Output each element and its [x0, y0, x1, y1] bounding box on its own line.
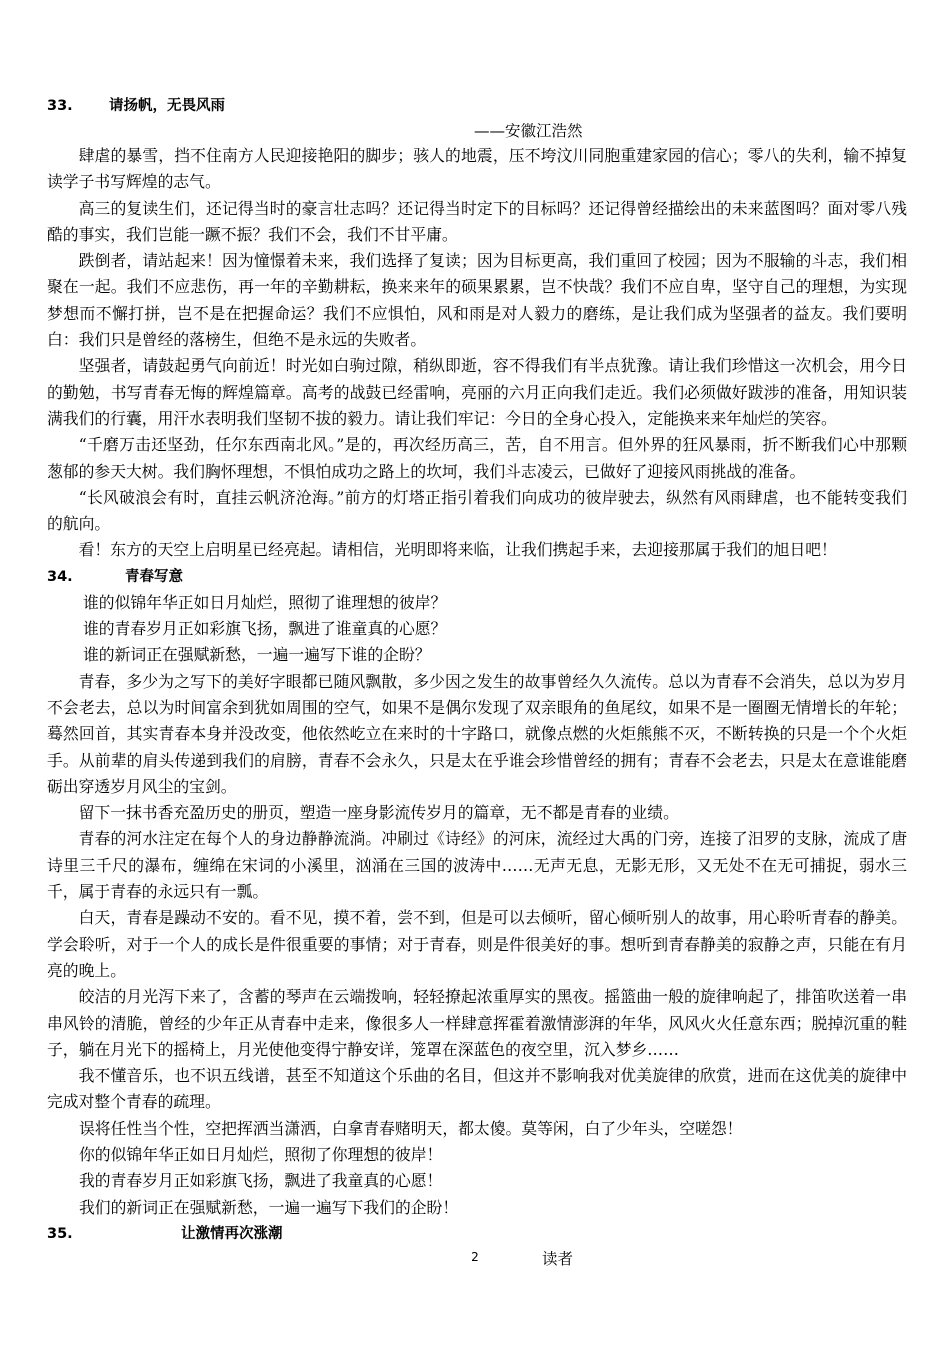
- paragraph: 跌倒者，请站起来！因为憧憬着未来，我们选择了复读；因为目标更高，我们重回了校园；因为不服输的斗志，我们相聚在一起。我们不应悲伤，再一年的辛勤耕耘，换来来年的硕果累累，岂不快哉？我们不应自卑，坚守自己的理想，为实现梦想而不懈打拼，岂不是在把握命运？我们不应惧怕，风和雨是对人毅力的磨练，是让我们成为坚强者的益友。我们要明白：我们只是曾经的落榜生，但绝不是永远的失败者。: [47, 251, 907, 350]
- paragraph: 青春，多少为之写下的美好字眼都已随风飘散，多少因之发生的故事曾经久久流传。总以为青春不会消失，总以为岁月不会老去，总以为时间富余到犹如周围的空气，如果不是偶尔发现了双亲眼角的鱼尾纹，如果不是一圈圈无情增长的年轮；蓦然回首，其实青春本身并没改变，他依然屹立在来时的十字路口，就像点燃的火炬熊熊不灭，不断转换的只是一个个火炬手。从前辈的肩头传递到我们的肩膀，青春不会永久，只是太在乎谁会珍惜曾经的拥有；青春不会老去，只是太在意谁能磨砺出穿透岁月风尘的宝剑。: [47, 671, 907, 796]
- page-content: [47, 93, 907, 1271]
- essay-title: 让激情再次涨潮: [181, 1225, 283, 1242]
- closing-line: 你的似锦年华正如日月灿烂，照彻了你理想的彼岸！: [79, 1144, 443, 1164]
- paragraph: 我不懂音乐，也不识五线谱，甚至不知道这个乐曲的名目，但这并不影响我对优美旋律的欣赏，进而在这优美的旋律中完成对整个青春的疏理。: [47, 1066, 907, 1112]
- paragraph: 青春的河水注定在每个人的身边静静流淌。冲刷过《诗经》的河床，流经过大禹的门旁，连接了汨罗的支脉，流成了唐诗里三千尺的瀑布，缠绵在宋词的小溪里，汹涌在三国的波涛中……无声无息，无影无形，又无处不在无可捕捉，弱水三千，属于青春的永远只有一瓢。: [47, 829, 907, 902]
- paragraph: 看！东方的天空上启明星已经亮起。请相信，光明即将来临，让我们携起手来，去迎接那属于我们的旭日吧！: [78, 540, 837, 560]
- poem-line: 谁的青春岁月正如彩旗飞扬，飘进了谁童真的心愿？: [83, 619, 447, 639]
- paragraph: 留下一抹书香充盈历史的册页，塑造一座身影流传岁月的篇章，无不都是青春的业绩。: [78, 803, 679, 823]
- essay-35-author: 读者: [542, 1249, 574, 1268]
- essay-33-heading: [47, 93, 907, 119]
- essay-number: 35.: [47, 1225, 73, 1242]
- essay-number: 34.: [47, 568, 73, 585]
- paragraph: 肆虐的暴雪，挡不住南方人民迎接艳阳的脚步；骇人的地震，压不垮汶川同胞重建家园的信心；零八的失利，输不掉复读学子书写辉煌的志气。: [47, 146, 907, 192]
- closing-line: 我们的新词正在强赋新愁，一遍一遍写下我们的企盼！: [79, 1197, 459, 1217]
- essay-title: 青春写意: [125, 568, 183, 585]
- closing-line: 误将任性当个性，空把挥洒当潇洒，白拿青春赌明天，都太傻。莫等闲，白了少年头，空嗟怨！: [79, 1118, 743, 1138]
- essay-number: 33.: [47, 98, 73, 114]
- essay-35-heading: [47, 1221, 907, 1247]
- paragraph: 白天，青春是躁动不安的。看不见，摸不着，尝不到，但是可以去倾听，留心倾听别人的故事，用心聆听青春的静美。学会聆听，对于一个人的成长是件很重要的事情；对于青春，则是件很美好的事。想听到青春静美的寂静之声，只能在有月亮的晚上。: [47, 908, 907, 980]
- paragraph: 高三的复读生们，还记得当时的豪言壮志吗？还记得当时定下的目标吗？还记得曾经描绘出的未来蓝图吗？面对零八残酷的事实，我们岂能一蹶不振？我们不会，我们不甘平庸。: [47, 198, 907, 244]
- poem-line: 谁的似锦年华正如日月灿烂，照彻了谁理想的彼岸？: [83, 592, 447, 612]
- essay-33-author: ——安徽江浩然: [474, 122, 583, 140]
- page-number: 2: [471, 1250, 479, 1264]
- paragraph: 坚强者，请鼓起勇气向前近！时光如白驹过隙，稍纵即逝，容不得我们有半点犹豫。请让我们珍惜这一次机会，用今日的勤勉，书写青春无悔的辉煌篇章。高考的战鼓已经雷响，亮丽的六月正向我们走近。我们必须做好跋涉的准备，用知识装满我们的行囊，用汗水表明我们坚韧不拔的毅力。请让我们牢记：今日的全身心投入，定能换来来年灿烂的笑容。: [47, 356, 907, 428]
- paragraph: 皎洁的月光泻下来了，含蓄的琴声在云端拨响，轻轻撩起浓重厚实的黑夜。摇篮曲一般的旋律响起了，排笛吹送着一串串风铃的清脆，曾经的少年正从青春中走来，像很多人一样肆意挥霍着激情澎湃的年华，风风火火任意东西；脱掉沉重的鞋子，躺在月光下的摇椅上，月光使他变得宁静安详，笼罩在深蓝色的夜空里，沉入梦乡……: [47, 987, 907, 1059]
- essay-34-heading: [47, 564, 907, 590]
- closing-line: 我的青春岁月正如彩旗飞扬，飘进了我童真的心愿！: [79, 1171, 443, 1191]
- poem-line: 谁的新词正在强赋新愁，一遍一遍写下谁的企盼？: [83, 645, 431, 665]
- paragraph: “千磨万击还坚劲，任尔东西南北风。”是的，再次经历高三，苦，自不用言。但外界的狂风暴雨，折不断我们心中那颗葱郁的参天大树。我们胸怀理想，不惧怕成功之路上的坎坷，我们斗志凌云，已做好了迎接风雨挑战的准备。: [47, 435, 907, 481]
- paragraph: “长风破浪会有时，直挂云帆济沧海。”前方的灯塔正指引着我们向成功的彼岸驶去，纵然有风雨肆虐，也不能转变我们的航向。: [47, 487, 907, 534]
- essay-title: 请扬帆，无畏风雨: [109, 98, 225, 114]
